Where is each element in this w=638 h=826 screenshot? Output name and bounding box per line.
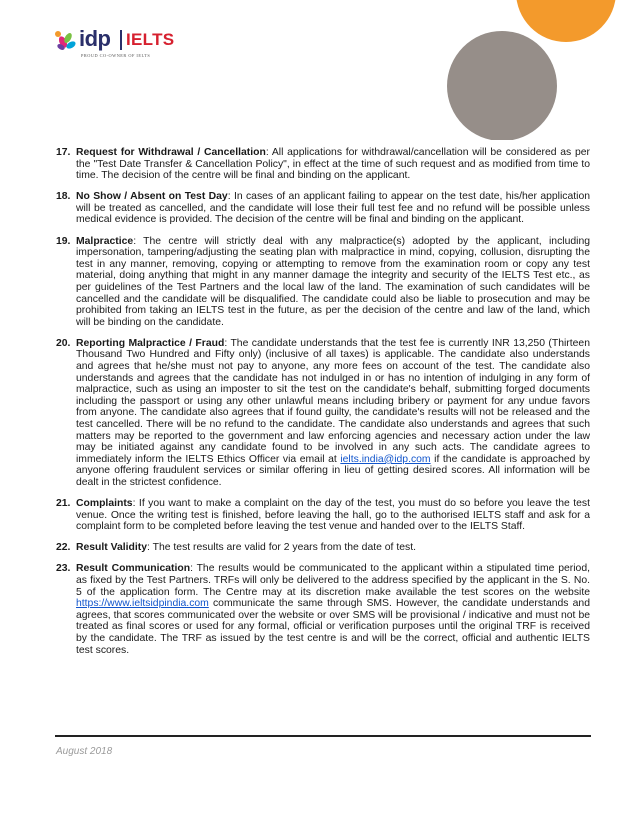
logo-idp-text: idp [79, 26, 111, 51]
footer-rule [55, 735, 591, 737]
term-text: : The test results are valid for 2 years from the date of test. [147, 542, 416, 554]
gray-circle [447, 31, 557, 140]
logo-separator [120, 30, 122, 50]
logo-tagline: PROUD CO-OWNER OF IELTS [81, 53, 151, 58]
term-text: : The candidate understands that the test fee is currently INR 13,250 (Thirteen Thousand Two Hundred and Fifty only) (inclusive of all taxes) is applicable. The candidate also understands and agrees that he/she must not pay to anyone, any more fees on account of the test. The candidate also understands and agrees that the candidate has not indulged in or has no intention of indulging in any form of malpractice, such as using an imposter to sit the test on the candidate's behalf, submitting forged documents including the passport or using any other unlawful means including bribery or payment for any undue favors from anyone. The candidate also agrees that if found guilty, the candidate's results will not be released and the test cancelled. There will be no refund to the candidate. The candidate also understands and agrees that such matters may be reported to the government and law enforcing agencies and necessary action under the law may be initiated against any candidate found to be involved in any such acts. The candidate agrees to immediately inform the IELTS Ethics Officer via email at [76, 337, 590, 465]
term-23 [56, 563, 590, 656]
term-text: : In cases of an applicant failing to appear on the test date, his/her application will be treated as cancelled, and the candidate will lose their full test fee and no refund will be possible unless medical evidence is provided. The decision of the centre will be final and binding on the applicant. [76, 191, 590, 226]
header-decoration [0, 0, 638, 140]
ethics-email-link[interactable]: ielts.india@idp.com [340, 453, 431, 465]
term-number: 22. [56, 542, 71, 554]
term-21 [56, 498, 590, 533]
term-number: 20. [56, 337, 71, 349]
orange-circle [516, 0, 616, 42]
term-title: Complaints [76, 498, 133, 510]
term-19 [56, 236, 590, 329]
idp-flower-icon [53, 28, 79, 52]
term-number: 19. [56, 235, 71, 247]
logo-ielts-text: IELTS [126, 30, 175, 49]
website-link[interactable]: https://www.ieltsidpindia.com [76, 598, 209, 610]
term-title: Result Communication [76, 563, 191, 575]
term-20 [56, 338, 590, 489]
footer-date: August 2018 [56, 746, 113, 757]
term-title: Request for Withdrawal / Cancellation [76, 147, 266, 158]
term-text-after: communicate the same through SMS. However, the candidate understands and agrees, that scores communicated over the website or over SMS will be provisional / indicative and must not be treated as final scores or used for any formal, official or verification purposes until the original TRF is received by the candidate. The TRF as issued by the test centre is and will be the correct, official and authentic IELTS test scores. [76, 598, 590, 656]
term-number: 18. [56, 191, 71, 203]
term-title: No Show / Absent on Test Day [76, 191, 228, 203]
term-number: 17. [56, 147, 71, 158]
term-title: Result Validity [76, 542, 148, 554]
term-text: : The results would be communicated to the applicant within a stipulated time period, as fixed by the Test Partners. TRFs will only be delivered to the address specified by the applicant in the S. No. 5 of the application form. The Centre may at its discretion make available the test scores on the website [76, 563, 590, 598]
term-text: : If you want to make a complaint on the day of the test, you must do so before you leave the test venue. Once the writing test is finished, before leaving the hall, go to the authorised IELTS staff and ask for a complaint form to be completed before leaving the test venue and handed over to the IELTS Staff. [76, 498, 590, 533]
term-number: 23. [56, 563, 71, 575]
term-text-after: if the candidate is approached by anyone offering fraudulent services or similar offering in lieu of getting desired scores. All information will be dealt in the strictest confidence. [76, 453, 590, 488]
term-text: : All applications for withdrawal/cancellation will be considered as per the "Test Date Transfer & Cancellation Policy", in effect at the time of such request and as modified from time to time. The decision of the centre will be final and binding on the applicant. [76, 147, 590, 182]
term-17 [56, 147, 590, 182]
terms-list [56, 147, 590, 656]
term-number: 21. [56, 498, 71, 510]
term-title: Reporting Malpractice / Fraud [76, 337, 225, 349]
terms-content [56, 147, 590, 666]
term-18 [56, 191, 590, 226]
term-title: Malpractice [76, 235, 134, 247]
term-text: : The centre will strictly deal with any malpractice(s) adopted by the applicant, including impersonation, tampering/adjusting the seating plan with malpractice in mind, copying, collusion, disrupting the test in any manner, removing, copying or attempting to remove from the examination room or copy any test material, doing anything that might in any manner damage the integrity and security of the IELTS Test etc., as per guidelines of the Test Partners and the local law of the land. The examination of such candidates will be cancelled and the candidate will be disqualified. The candidate could also be liable to prosecution and may be prohibited from taking an IELTS test in the future, as per the decision of the centre and law of the land, which will be binding on the candidate. [76, 235, 590, 328]
term-22 [56, 542, 590, 554]
